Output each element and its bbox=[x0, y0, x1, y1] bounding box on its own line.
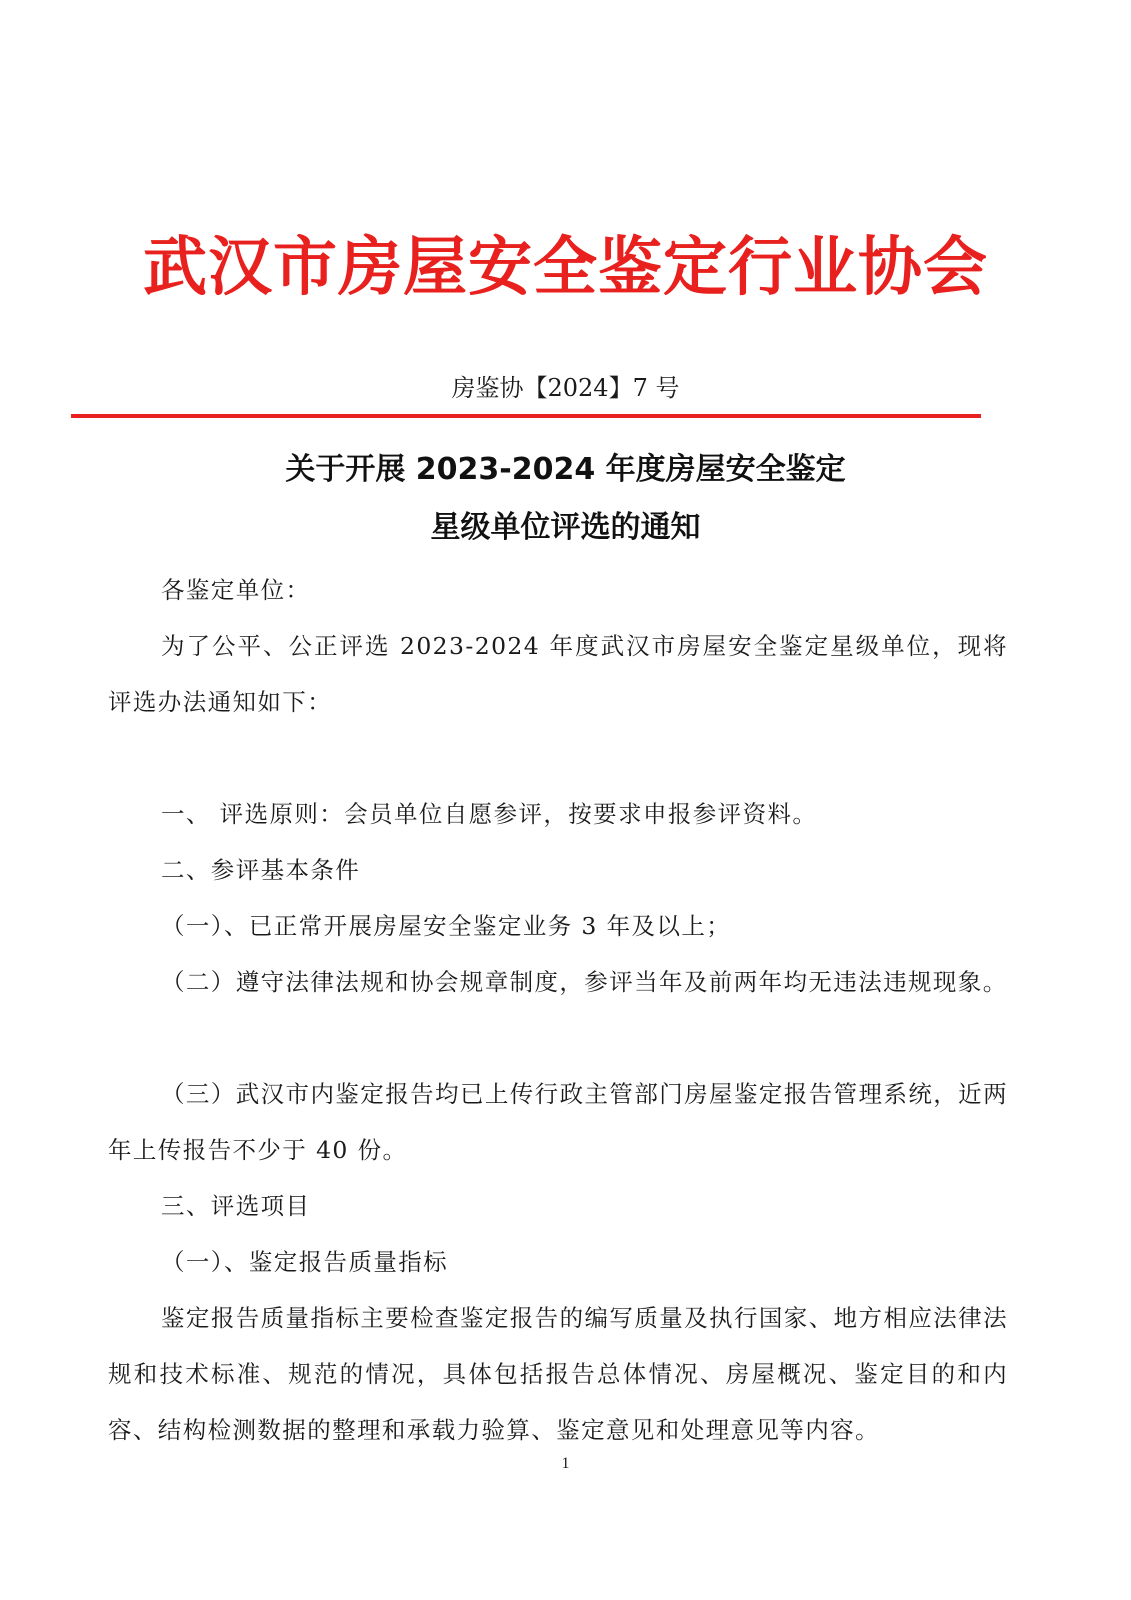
salutation: 各鉴定单位： bbox=[161, 576, 311, 604]
section-3-heading: 三、评选项目 bbox=[161, 1192, 311, 1220]
notice-title-line2: 星级单位评选的通知 bbox=[430, 510, 701, 545]
condition-3: （三）武汉市内鉴定报告均已上传行政主管部门房屋鉴定报告管理系统，近两年上传报告不少于 40 份。 bbox=[108, 1080, 1008, 1164]
item-1-heading: （一）、鉴定报告质量指标 bbox=[161, 1248, 449, 1276]
section-1-principle: 一、 评选原则：会员单位自愿参评，按要求申报参评资料。 bbox=[161, 800, 818, 828]
item-1-body: 鉴定报告质量指标主要检查鉴定报告的编写质量及执行国家、地方相应法律法规和技术标准、规范的情况，具体包括报告总体情况、房屋概况、鉴定目的和内容、结构检测数据的整理和承载力验算、鉴定意见和处理意见等内容。 bbox=[108, 1304, 1008, 1444]
intro-paragraph: 为了公平、公正评选 2023-2024 年度武汉市房屋安全鉴定星级单位，现将评选办法通知如下： bbox=[108, 632, 1008, 716]
page-number: 1 bbox=[561, 1455, 570, 1472]
condition-2: （二）遵守法律法规和协会规章制度，参评当年及前两年均无违法违规现象。 bbox=[161, 968, 1008, 996]
organization-title: 武汉市房屋安全鉴定行业协会 bbox=[143, 231, 988, 305]
section-2-heading: 二、参评基本条件 bbox=[161, 856, 361, 884]
condition-1: （一）、已正常开展房屋安全鉴定业务 3 年及以上； bbox=[161, 912, 732, 940]
document-number: 房鉴协【2024】7 号 bbox=[451, 374, 680, 402]
header-divider bbox=[71, 414, 981, 418]
notice-title-line1: 关于开展 2023-2024 年度房屋安全鉴定 bbox=[285, 452, 846, 487]
